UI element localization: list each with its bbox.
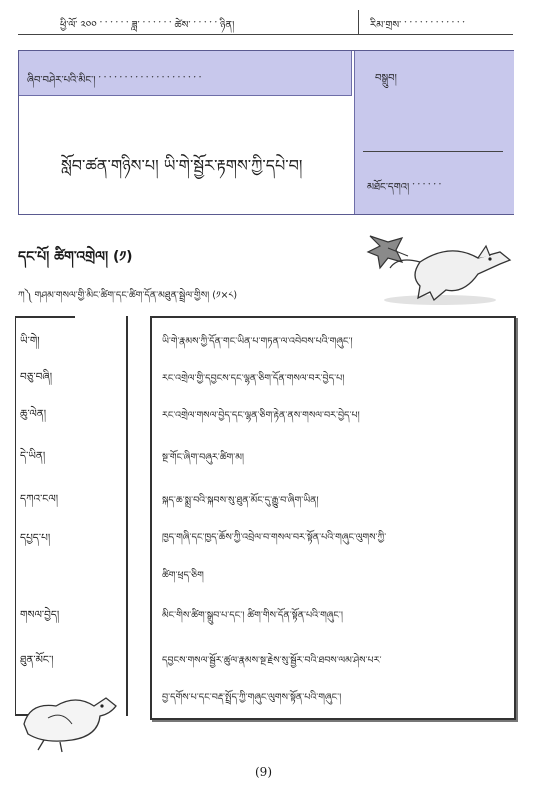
word-item: གསལ་བྱེད། bbox=[20, 609, 60, 621]
definition-item: རང་འགྲེལ་གསལ་བྱེད་དང་ལྷན་ཅིག་རྟེན་ནས་གསལ་བར་བྱེད་པ། bbox=[162, 410, 360, 421]
header-rule-divider bbox=[358, 10, 359, 34]
word-box-right-rule bbox=[126, 316, 128, 716]
word-item: དཔྱད་པ། bbox=[20, 532, 51, 544]
score-label: མཐོང་དགའ། ་ ་ ་ ་ ་ ་ bbox=[367, 182, 441, 193]
page-number: (9) bbox=[255, 765, 272, 779]
teacher-name-panel bbox=[19, 51, 352, 96]
word-item: དཀའ་ངལ། bbox=[20, 493, 59, 505]
definition-item: རང་འགྲེལ་གྱི་དབྱངས་དང་ལྷན་ཅིག་དོན་གསལ་བར་བྱེད་པ། bbox=[162, 373, 345, 384]
teacher-name-label: ཞིབ་བཤེར་པའི་མིང་། ་ ་ ་ ་ ་ ་ ་ ་ ་ ་ ་ ་ ་ ་ ་ ་ ་ ་ ་ ་ bbox=[27, 75, 202, 86]
stamp-label: བསྒྲུབ། bbox=[375, 73, 397, 84]
score-line bbox=[363, 151, 503, 152]
fox-illustration bbox=[360, 232, 520, 310]
instruction-text: ཀ༽ གཤམ་གསལ་གྱི་མིང་ཚིག་དང་ཚིག་དོན་མཐུན་སྦྲེལ་གྱིས། (༡×༨) bbox=[18, 290, 238, 301]
definition-item: དབྱངས་གསལ་སྦྱོར་ཚུལ་རྣམས་སྔ་རྗེས་སུ་སྦྱོར་བའི་ཐབས་ལམ་ཤེས་པར་ bbox=[162, 655, 382, 666]
score-panel bbox=[354, 51, 514, 214]
word-item: ཡི་གེ། bbox=[20, 335, 40, 347]
duck-illustration bbox=[14, 684, 134, 754]
definition-item: ཁྱད་གཞི་དང་ཁྱད་ཆོས་ཀྱི་འབྲེལ་བ་གསལ་བར་སྟོན་པའི་གཞུང་ལུགས་ཀྱི་ bbox=[162, 532, 387, 543]
definition-item: མིང་གིས་ཚིག་སྒྲུབ་པ་དང་། ཚིག་གིས་དོན་སྟོན་པའི་གཞུང་། bbox=[162, 610, 344, 621]
lesson-title: སློབ་ཚན་གཉིས་པ། ཡི་གེ་སྦྱོར་རྟགས་ཀྱི་དཔེ་བ། bbox=[61, 156, 303, 175]
word-box-top-rule bbox=[15, 316, 75, 318]
definition-item: ཡི་གེ་རྣམས་ཀྱི་དོན་གང་ཡིན་པ་གཏན་ལ་འབེབས་པའི་གཞུང་། bbox=[162, 336, 353, 347]
class-field: རིམ་གྲས་ ་ ་ ་ ་ ་ ་ ་ ་ ་ ་ ་ ་ bbox=[370, 20, 465, 31]
word-item: དེ་ཡིན། bbox=[20, 450, 46, 462]
header-rule bbox=[18, 34, 513, 35]
date-field: ཕྱི་ལོ་ ༢༠༠ ་ ་ ་ ་ ་ ་ ཟླ་ ་ ་ ་ ་ ་ ་ ཚེས་ ་ ་ ་ ་ ་ ཉིན། bbox=[60, 20, 235, 31]
definition-item: ཚིག་ཕྲད་ཅིག bbox=[162, 570, 204, 581]
info-box bbox=[18, 50, 514, 215]
definition-item: སྐད་ཆ་སྨྲ་བའི་སྐབས་སུ་ཐུན་མོང་དུ་རྒྱུ་བ་ཞིག་ཡིན། bbox=[162, 495, 319, 506]
section-heading: དང་པོ། ཚིག་འགྲེལ། (༡) bbox=[18, 249, 133, 265]
definition-item: བྱ་དགོས་པ་དང་བརྡ་སྤྲོད་ཀྱི་གཞུང་ལུགས་སྟོན་པའི་གཞུང་། bbox=[162, 692, 342, 703]
definition-item: སྔ་གོང་ཞིག་བཞུར་ཚིག་མ། bbox=[162, 452, 245, 463]
word-item: ཐུན་མོང་། bbox=[20, 654, 54, 666]
word-item: བཅུ་བཞི། bbox=[20, 371, 53, 383]
word-item: ཆུ་ལེན། bbox=[20, 408, 47, 420]
